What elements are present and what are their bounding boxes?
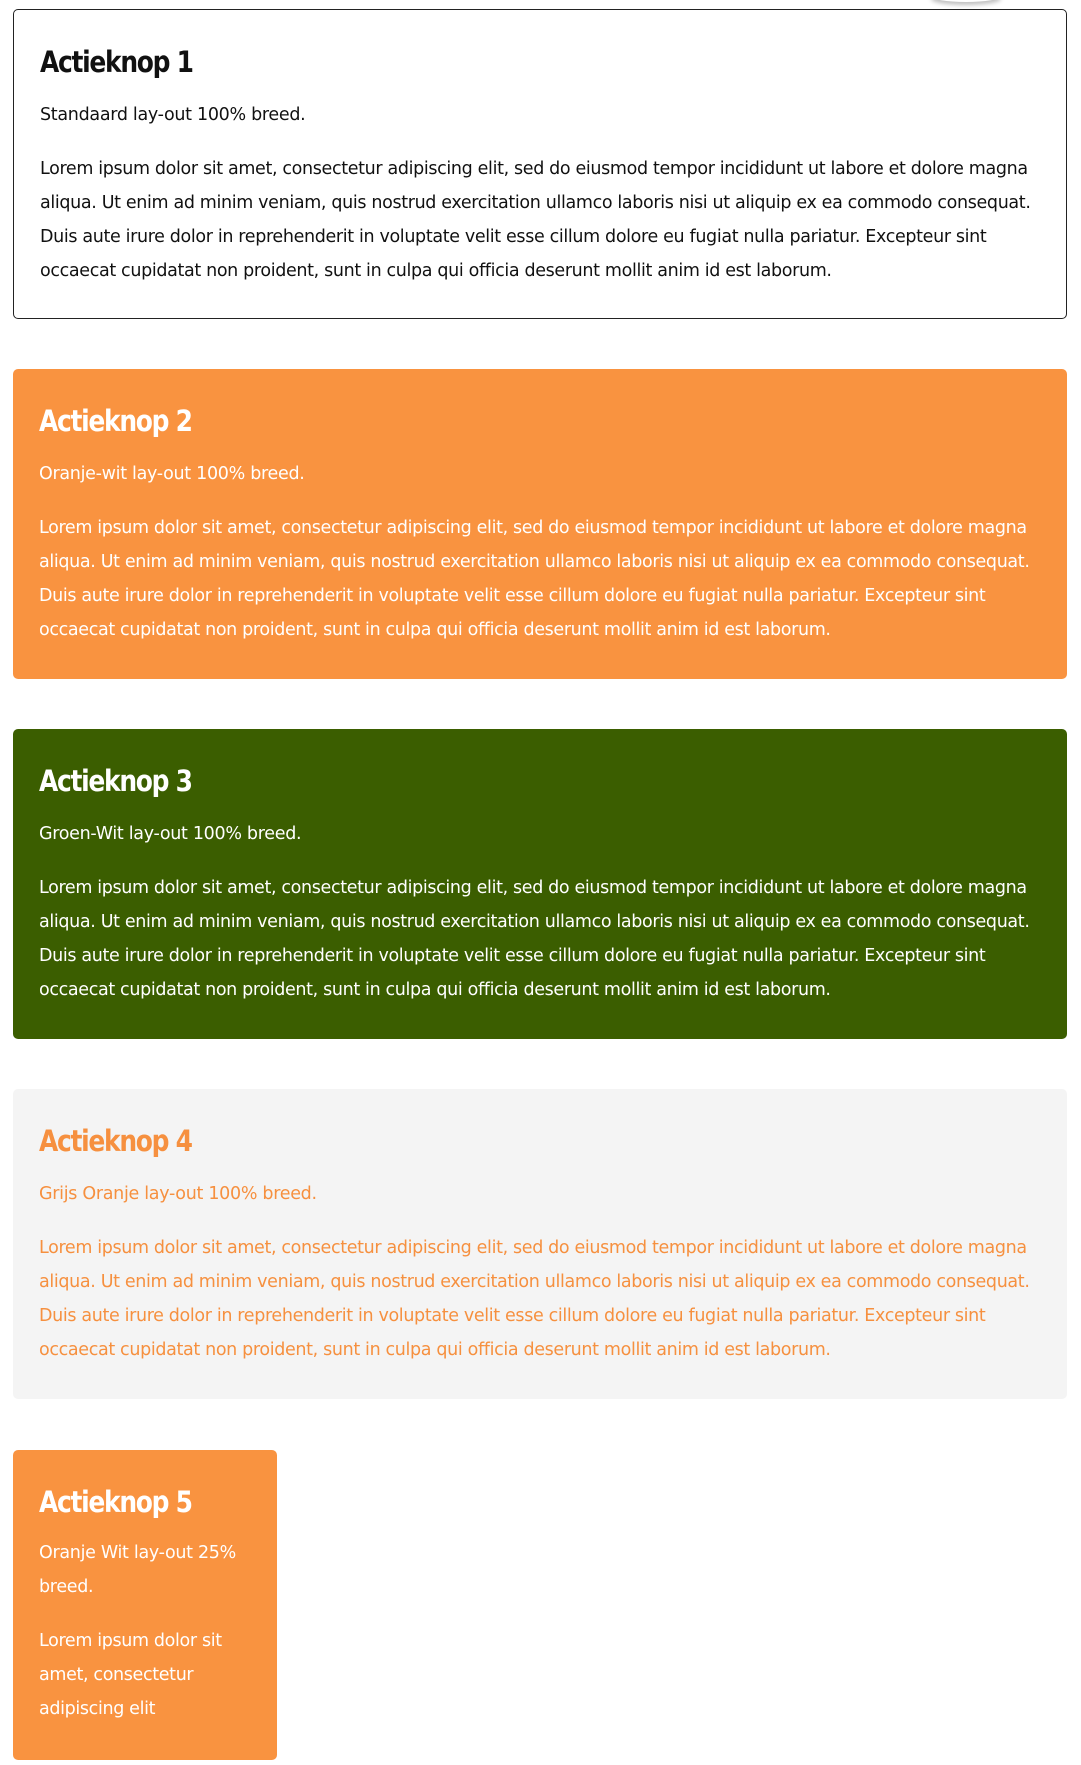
card-title: Actieknop 1: [40, 45, 193, 79]
card-title: Actieknop 2: [39, 404, 192, 438]
action-card-5[interactable]: [13, 1450, 277, 1760]
card-subtitle: Oranje-wit lay-out 100% breed.: [39, 464, 305, 484]
card-body: Lorem ipsum dolor sit amet, consectetur adipiscing elit, sed do eiusmod tempor incididunt ut labore et dolore magna aliqua. Ut enim ad minim veniam, quis nostrud exercitation ullamco laboris nisi ut aliquip ex ea commodo consequat. Duis aute irure dolor in reprehenderit in voluptate velit esse cillum dolore eu fugiat nulla pariatur. Excepteur sint occaecat cupidatat non proident, sunt in culpa qui officia deserunt mollit anim id est laborum.: [39, 878, 1030, 1000]
card-subtitle: Grijs Oranje lay-out 100% breed.: [39, 1184, 317, 1204]
card-title: Actieknop 3: [39, 764, 192, 798]
card-body: Lorem ipsum dolor sit amet, consectetur adipiscing elit, sed do eiusmod tempor incididunt ut labore et dolore magna aliqua. Ut enim ad minim veniam, quis nostrud exercitation ullamco laboris nisi ut aliquip ex ea commodo consequat. Duis aute irure dolor in reprehenderit in voluptate velit esse cillum dolore eu fugiat nulla pariatur. Excepteur sint occaecat cupidatat non proident, sunt in culpa qui officia deserunt mollit anim id est laborum.: [39, 1238, 1030, 1360]
card-body: Lorem ipsum dolor sit amet, consectetur adipiscing elit, sed do eiusmod tempor incididunt ut labore et dolore magna aliqua. Ut enim ad minim veniam, quis nostrud exercitation ullamco laboris nisi ut aliquip ex ea commodo consequat. Duis aute irure dolor in reprehenderit in voluptate velit esse cillum dolore eu fugiat nulla pariatur. Excepteur sint occaecat cupidatat non proident, sunt in culpa qui officia deserunt mollit anim id est laborum.: [40, 159, 1031, 281]
action-card-1[interactable]: [13, 9, 1067, 319]
card-subtitle: Groen-Wit lay-out 100% breed.: [39, 824, 302, 844]
action-card-4[interactable]: [13, 1089, 1067, 1399]
card-subtitle: Oranje Wit lay-out 25% breed.: [39, 1543, 236, 1597]
card-body: Lorem ipsum dolor sit amet, consectetur adipiscing elit, sed do eiusmod tempor incididunt ut labore et dolore magna aliqua. Ut enim ad minim veniam, quis nostrud exercitation ullamco laboris nisi ut aliquip ex ea commodo consequat. Duis aute irure dolor in reprehenderit in voluptate velit esse cillum dolore eu fugiat nulla pariatur. Excepteur sint occaecat cupidatat non proident, sunt in culpa qui officia deserunt mollit anim id est laborum.: [39, 518, 1030, 640]
card-title: Actieknop 5: [39, 1485, 192, 1519]
card-subtitle: Standaard lay-out 100% breed.: [40, 105, 306, 125]
action-card-3[interactable]: [13, 729, 1067, 1039]
decorative-shadow: [931, 0, 1001, 2]
card-body: Lorem ipsum dolor sit amet, consectetur adipiscing elit: [39, 1631, 222, 1719]
action-card-2[interactable]: [13, 369, 1067, 679]
card-title: Actieknop 4: [39, 1124, 192, 1158]
